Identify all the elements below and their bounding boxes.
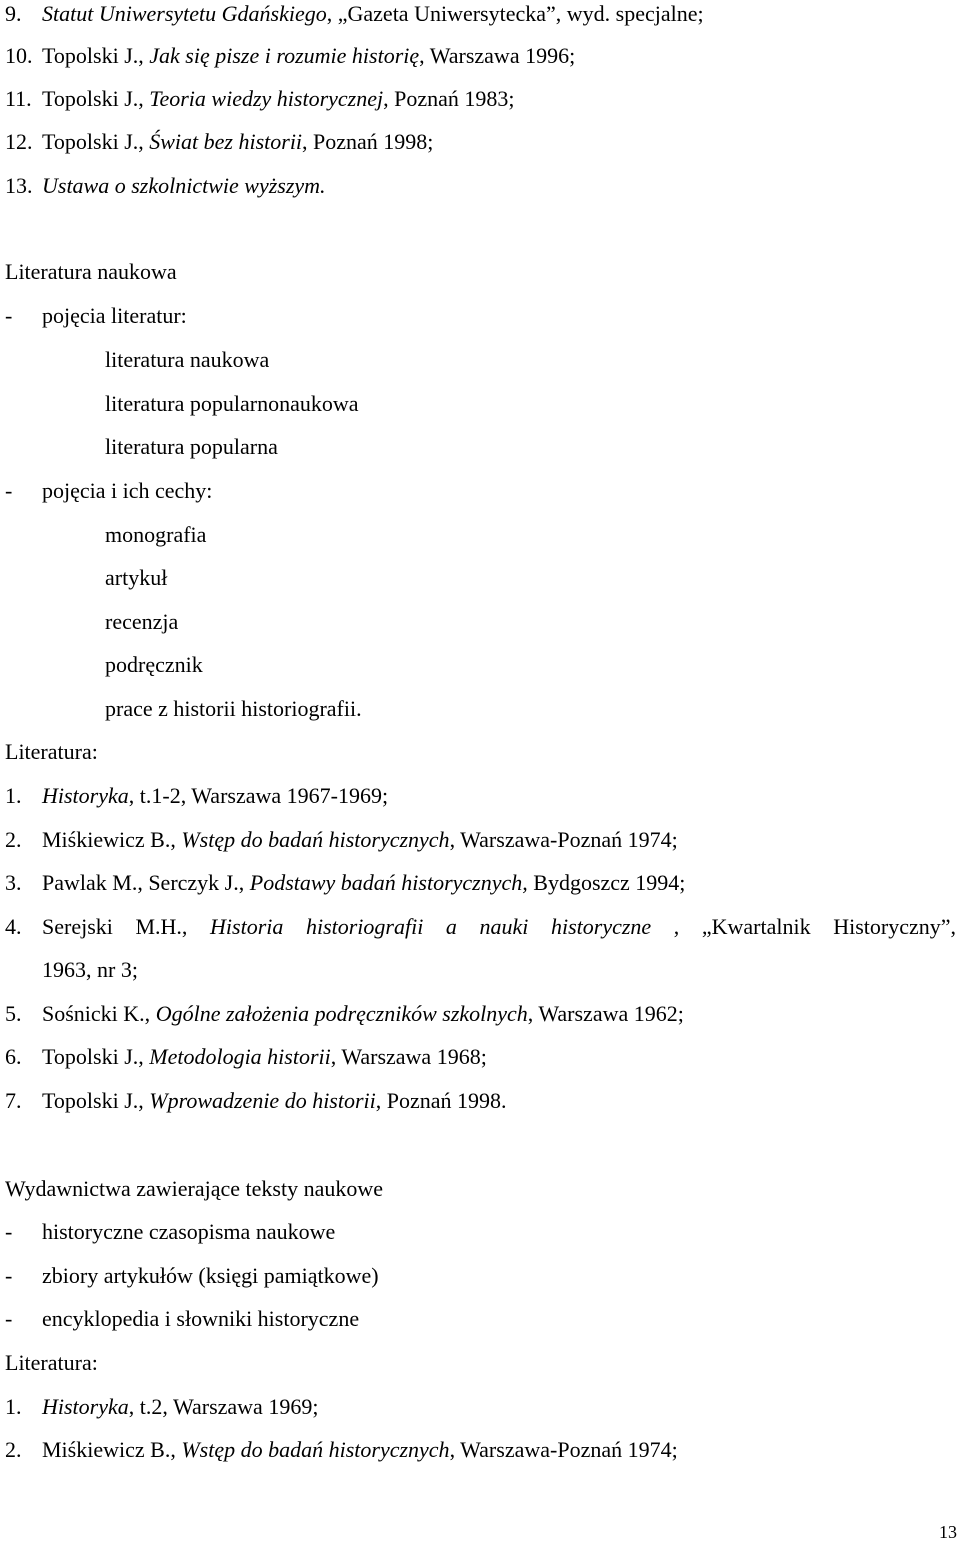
sub-item: monografia: [105, 522, 207, 547]
sub-item: artykuł: [105, 565, 168, 590]
ref-title: Statut Uniwersytetu Gdańskiego: [42, 1, 327, 26]
page-number: 13: [939, 1522, 957, 1542]
reference-item: 5. Sośnicki K., Ogólne założenia podręczników szkolnych, Warszawa 1962;: [5, 1001, 684, 1026]
ref-title: Historyka: [42, 1394, 129, 1419]
ref-title: Teoria wiedzy historycznej: [149, 86, 384, 111]
reference-item: 2. Miśkiewicz B., Wstęp do badań historycznych, Warszawa-Poznań 1974;: [5, 827, 678, 852]
ref-title: Historia historiografii a nauki historyczne: [210, 914, 652, 939]
reference-item: 1. Historyka, t.1-2, Warszawa 1967-1969;: [5, 783, 389, 808]
ref-title: Ogólne założenia podręczników szkolnych: [155, 1001, 528, 1026]
ref-title: Wprowadzenie do historii: [149, 1088, 376, 1113]
section-heading: Wydawnictwa zawierające teksty naukowe: [5, 1176, 383, 1201]
sub-item: recenzja: [105, 609, 179, 634]
sub-item: literatura popularna: [105, 434, 278, 459]
reference-item: 2. Miśkiewicz B., Wstęp do badań historycznych, Warszawa-Poznań 1974;: [5, 1437, 678, 1462]
reference-item: 6. Topolski J., Metodologia historii, Warszawa 1968;: [5, 1044, 487, 1069]
reference-item: 4. Serejski M.H., Historia historiografii a nauki historyczne , „Kwartalnik Historyczny”,: [5, 914, 956, 939]
sub-item: podręcznik: [105, 652, 203, 677]
list-item: - pojęcia i ich cechy:: [5, 478, 213, 503]
list-item: 9. Statut Uniwersytetu Gdańskiego, „Gazeta Uniwersytecka”, wyd. specjalne;: [5, 1, 704, 26]
sub-item: prace z historii historiografii.: [105, 696, 362, 721]
ref-title: Wstęp do badań historycznych: [181, 827, 450, 852]
list-item: - historyczne czasopisma naukowe: [5, 1219, 336, 1244]
ref-title: Metodologia historii: [149, 1044, 331, 1069]
ref-title: Historyka: [42, 783, 129, 808]
list-item: - zbiory artykułów (księgi pamiątkowe): [5, 1263, 379, 1288]
reference-continuation: 1963, nr 3;: [42, 957, 138, 982]
sub-item: literatura popularnonaukowa: [105, 391, 359, 416]
ref-title: Wstęp do badań historycznych: [181, 1437, 450, 1462]
reference-item: 3. Pawlak M., Serczyk J., Podstawy badań historycznych, Bydgoszcz 1994;: [5, 870, 686, 895]
ref-title: Świat bez historii: [149, 129, 303, 154]
ref-title: Jak się pisze i rozumie historię: [149, 43, 420, 68]
list-item: - pojęcia literatur:: [5, 303, 187, 328]
list-item: 13. Ustawa o szkolnictwie wyższym.: [5, 173, 326, 198]
literature-label: Literatura:: [5, 1350, 98, 1375]
ref-title: Ustawa o szkolnictwie wyższym.: [42, 173, 326, 198]
literature-label: Literatura:: [5, 739, 98, 764]
list-item: 10. Topolski J., Jak się pisze i rozumie historię, Warszawa 1996;: [5, 43, 576, 68]
section-heading: Literatura naukowa: [5, 259, 177, 284]
ref-title: Podstawy badań historycznych,: [249, 870, 528, 895]
reference-item: 1. Historyka, t.2, Warszawa 1969;: [5, 1394, 319, 1419]
list-item: - encyklopedia i słowniki historyczne: [5, 1306, 360, 1331]
list-item: 12. Topolski J., Świat bez historii, Poznań 1998;: [5, 129, 434, 154]
sub-item: literatura naukowa: [105, 347, 270, 372]
reference-item: 7. Topolski J., Wprowadzenie do historii, Poznań 1998.: [5, 1088, 507, 1113]
list-item: 11. Topolski J., Teoria wiedzy historycznej, Poznań 1983;: [5, 86, 515, 111]
